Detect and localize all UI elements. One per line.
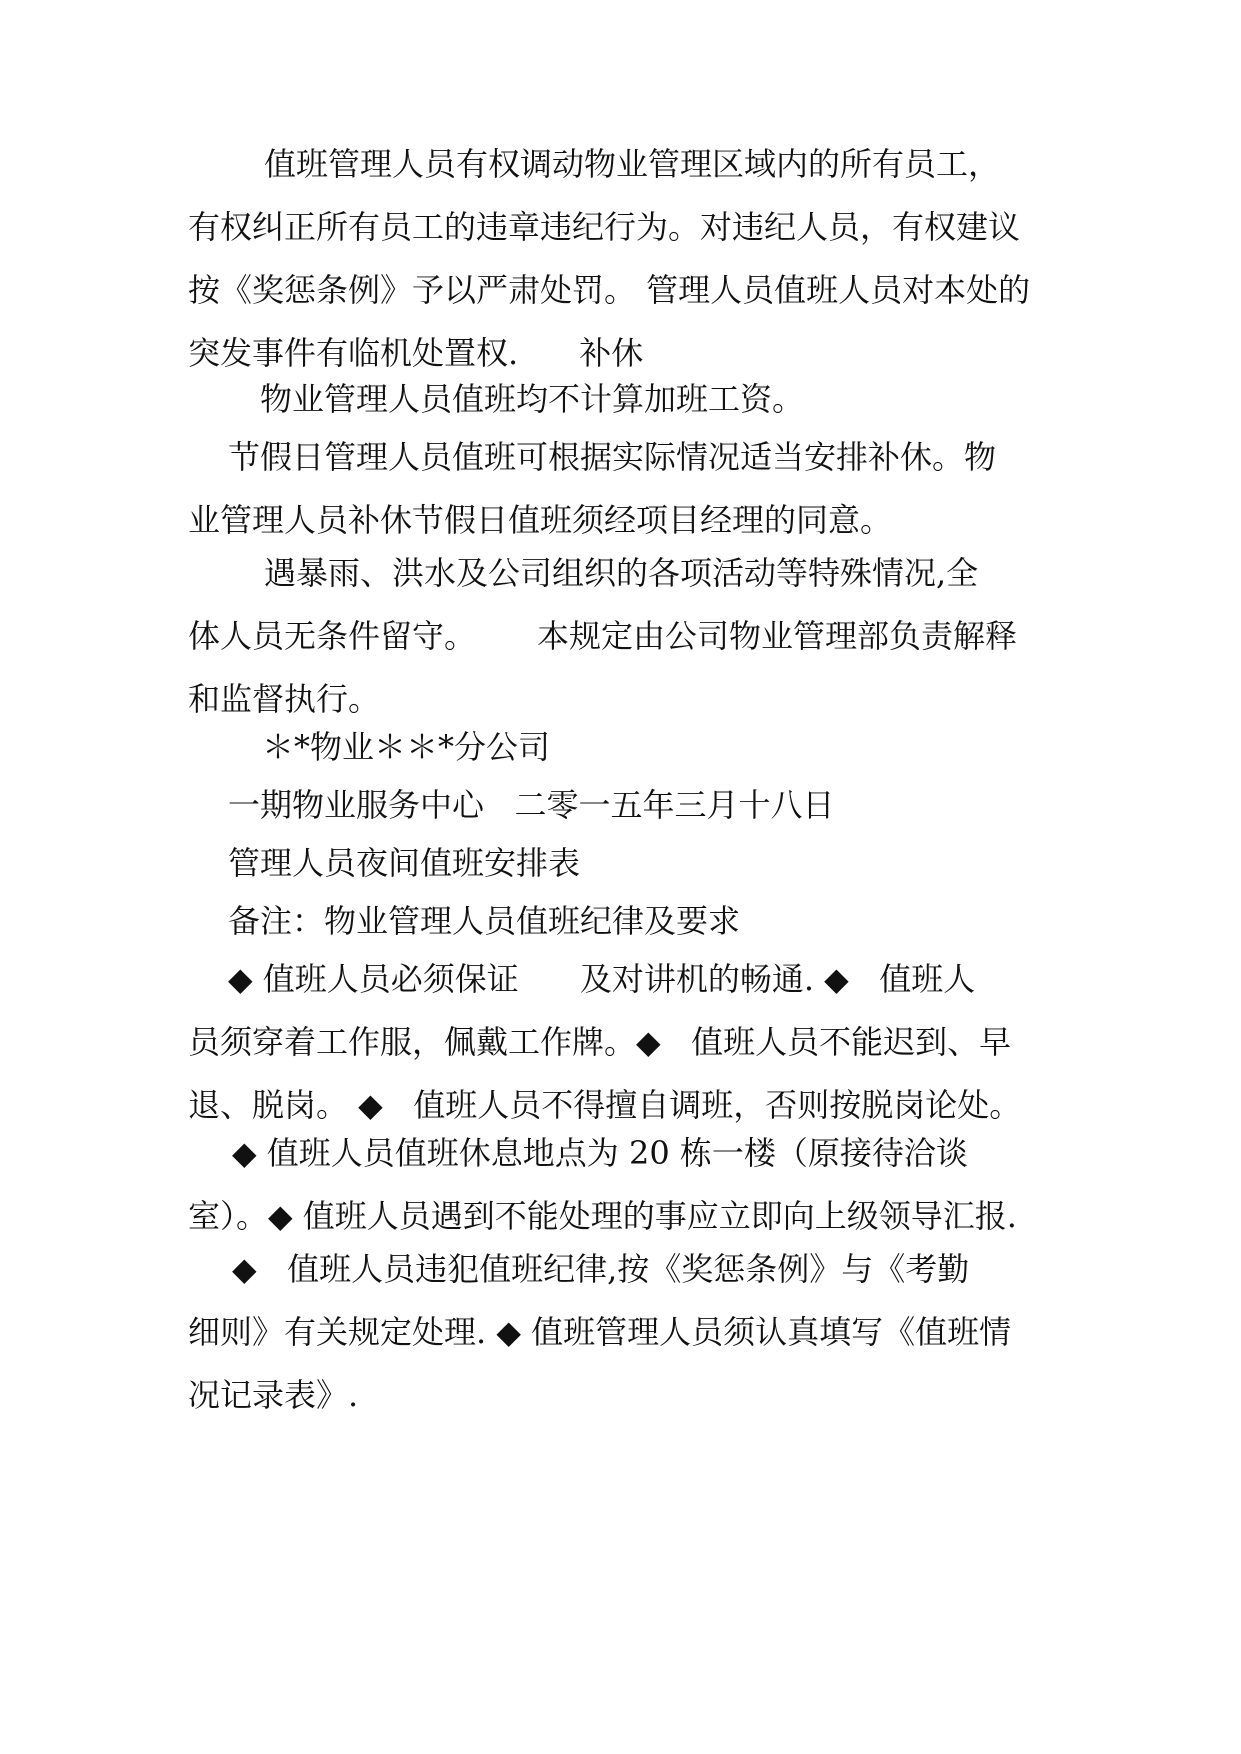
text-line: 细则》有关规定处理. ◆ 值班管理人员须认真填写《值班情 (188, 1313, 1012, 1351)
text-line: 值班管理人员有权调动物业管理区域内的所有员工， (264, 145, 1001, 183)
paragraph-rules-1 (188, 948, 1058, 1137)
text-line: 一期物业服务中心 二零一五年三月十八日 (228, 786, 835, 824)
text-line: 突发事件有临机处置权. 补休 (188, 334, 644, 372)
remarks-heading (188, 890, 1058, 953)
paragraph-special-situations (188, 542, 1058, 731)
text-line: 有权纠正所有员工的违章违纪行为。对违纪人员，有权建议 (188, 208, 1021, 246)
text-line: 业管理人员补休节假日值班须经项目经理的同意。 (188, 501, 893, 539)
text-line: 况记录表》. (188, 1376, 359, 1414)
schedule-title (188, 832, 1058, 895)
paragraph-rules-3 (188, 1238, 1058, 1427)
issuer-and-date (188, 774, 1058, 837)
text-line: ＊*物业＊＊*分公司 (262, 728, 551, 766)
paragraph-duty-authority (188, 133, 1058, 385)
paragraph-overtime-pay (188, 368, 1058, 431)
text-line: 节假日管理人员值班可根据实际情况适当安排补休。物 (228, 438, 997, 476)
text-line: 退、脱岗。 ◆ 值班人员不得擅自调班，否则按脱岗论处。 (188, 1086, 1022, 1124)
text-line: 管理人员夜间值班安排表 (228, 844, 581, 882)
text-line: 按《奖惩条例》予以严肃处罚。 管理人员值班人员对本处的 (188, 271, 1031, 309)
paragraph-holiday-leave (188, 426, 1058, 552)
text-line: 体人员无条件留守。 本规定由公司物业管理部负责解释 (188, 617, 1018, 655)
text-line: 遇暴雨、洪水及公司组织的各项活动等特殊情况,全 (264, 554, 979, 592)
text-line: ◆ 值班人员必须保证 及对讲机的畅通. ◆ 值班人 (228, 960, 976, 998)
text-line: 和监督执行。 (188, 680, 381, 718)
text-line: 员须穿着工作服，佩戴工作牌。◆ 值班人员不能迟到、早 (188, 1023, 1012, 1061)
paragraph-rules-2 (188, 1122, 1058, 1248)
company-name (188, 716, 1058, 779)
text-line: ◆ 值班人员值班休息地点为 20 栋一楼（原接待洽谈 (232, 1134, 968, 1172)
text-line: 备注：物业管理人员值班纪律及要求 (228, 902, 741, 940)
text-line: 室）。◆ 值班人员遇到不能处理的事应立即向上级领导汇报. (188, 1197, 1017, 1235)
text-line: ◆ 值班人员违犯值班纪律,按《奖惩条例》与《考勤 (232, 1250, 970, 1288)
text-line: 物业管理人员值班均不计算加班工资。 (260, 380, 805, 418)
